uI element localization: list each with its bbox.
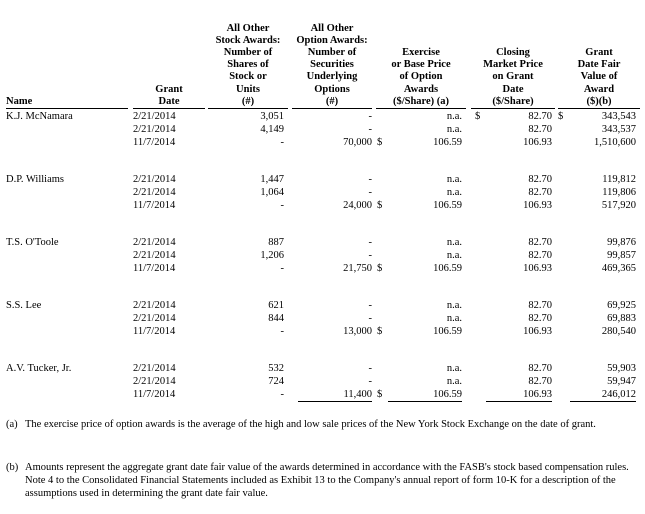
currency-symbol: $: [377, 200, 383, 211]
stock-awards-value: -: [280, 389, 284, 400]
header-line: of Option: [399, 71, 443, 83]
header-line: Units: [236, 83, 260, 95]
closing-price-value: 106.93: [486, 388, 552, 402]
option-awards-value: 21,750: [343, 263, 372, 274]
closing-price-value: 82.70: [528, 300, 552, 311]
grant-date: 2/21/2014: [133, 300, 176, 311]
grant-date: 2/21/2014: [133, 111, 176, 122]
stock-awards-value: -: [280, 200, 284, 211]
grant-date: 2/21/2014: [133, 376, 176, 387]
exercise-price-value: n.a.: [446, 187, 462, 198]
option-awards-value: -: [368, 300, 372, 311]
header-line: Grant: [585, 46, 613, 58]
header-exercise-price: [376, 5, 466, 109]
grant-date: 2/21/2014: [133, 124, 176, 135]
header-line: ($)(b): [586, 95, 612, 107]
header-line: ($/Share) (a): [392, 95, 450, 107]
fair-value-value: 119,812: [602, 174, 636, 185]
grant-date: 2/21/2014: [133, 174, 176, 185]
stock-awards-value: 532: [268, 363, 284, 374]
fair-value-value: 343,543: [601, 111, 636, 122]
header-line: Date: [502, 83, 524, 95]
closing-price-value: 106.93: [523, 200, 552, 211]
header-line: Awards: [403, 83, 439, 95]
fair-value-value: 99,876: [607, 237, 636, 248]
stock-awards-value: 621: [268, 300, 284, 311]
closing-price-value: 82.70: [528, 174, 552, 185]
header-line: Stock or: [229, 71, 267, 83]
header-line: Name: [6, 95, 33, 107]
stock-awards-value: 724: [268, 376, 284, 387]
stock-awards-value: -: [280, 326, 284, 337]
header-line: Shares of: [227, 59, 269, 71]
fair-value-value: 69,925: [607, 300, 636, 311]
closing-price-value: 106.93: [523, 326, 552, 337]
option-awards-value: -: [368, 376, 372, 387]
header-line: on Grant: [492, 71, 534, 83]
currency-symbol: $: [475, 111, 481, 122]
header-line: Market Price: [483, 59, 543, 71]
person-name: S.S. Lee: [6, 300, 42, 311]
header-line: All Other: [310, 22, 354, 34]
header-line: Underlying: [306, 71, 358, 83]
header-line: Grant: [155, 83, 183, 95]
exercise-price-value: n.a.: [446, 174, 462, 185]
fair-value-value: 517,920: [601, 200, 636, 211]
footnote-text: Amounts represent the aggregate grant date fair value of the awards determined in accordance with the FASB's stock based compensation rules. Note 4 to the Consolidated Financial Statements included as Exhibit 13 to the Company's annual report of form 10-K for a description of the assumptions used in determining the grant date fair value.: [25, 462, 629, 499]
header-line: Options: [314, 83, 350, 95]
exercise-price-value: n.a.: [446, 250, 462, 261]
option-awards-value: 11,400: [298, 388, 372, 402]
option-awards-value: -: [368, 237, 372, 248]
grant-date: 2/21/2014: [133, 187, 176, 198]
fair-value-value: 246,012: [570, 388, 636, 402]
exercise-price-value: n.a.: [446, 313, 462, 324]
header-line: Option Awards:: [296, 34, 368, 46]
stock-awards-value: 1,447: [260, 174, 284, 185]
header-line: Exercise: [402, 46, 440, 58]
closing-price-value: 82.70: [528, 187, 552, 198]
fair-value-value: 280,540: [601, 326, 636, 337]
header-line: Date: [158, 95, 180, 107]
header-grant-date: [133, 5, 205, 109]
exercise-price-value: n.a.: [446, 363, 462, 374]
stock-awards-value: -: [280, 137, 284, 148]
exercise-price-value: 106.59: [433, 326, 462, 337]
header-line: Award: [583, 83, 615, 95]
exercise-price-value: 106.59: [433, 137, 462, 148]
header-closing-price: [471, 5, 555, 109]
stock-awards-value: 4,149: [260, 124, 284, 135]
stock-awards-value: 1,064: [260, 187, 284, 198]
fair-value-value: 119,806: [602, 187, 636, 198]
header-line: or Base Price: [391, 59, 451, 71]
fair-value-value: 1,510,600: [594, 137, 636, 148]
option-awards-value: -: [368, 250, 372, 261]
closing-price-value: 82.70: [528, 111, 552, 122]
header-line: Number of: [307, 46, 357, 58]
exercise-price-value: 106.59: [433, 263, 462, 274]
exercise-price-value: 106.59: [433, 200, 462, 211]
grant-date: 11/7/2014: [133, 137, 176, 148]
grant-date: 2/21/2014: [133, 313, 176, 324]
grant-date: 2/21/2014: [133, 250, 176, 261]
person-name: A.V. Tucker, Jr.: [6, 363, 72, 374]
option-awards-value: -: [368, 124, 372, 135]
option-awards-value: -: [368, 313, 372, 324]
closing-price-value: 82.70: [528, 363, 552, 374]
grant-date: 11/7/2014: [133, 326, 176, 337]
exercise-price-value: n.a.: [446, 111, 462, 122]
header-line: Value of: [580, 71, 618, 83]
option-awards-value: 24,000: [343, 200, 372, 211]
footnote-a: [6, 418, 636, 431]
header-line: Stock Awards:: [215, 34, 281, 46]
fair-value-value: 59,947: [607, 376, 636, 387]
person-name: K.J. McNamara: [6, 111, 73, 122]
option-awards-value: -: [368, 363, 372, 374]
closing-price-value: 82.70: [528, 124, 552, 135]
header-stock-awards: [208, 5, 288, 109]
closing-price-value: 82.70: [528, 237, 552, 248]
option-awards-value: -: [368, 111, 372, 122]
footnote-label: (b): [6, 462, 19, 473]
closing-price-value: 106.93: [523, 137, 552, 148]
header-line: Securities: [310, 59, 354, 71]
footnote-b: [6, 461, 636, 500]
fair-value-value: 99,857: [607, 250, 636, 261]
closing-price-value: 106.93: [523, 263, 552, 274]
fair-value-value: 343,537: [601, 124, 636, 135]
header-fair-value: [558, 5, 640, 109]
closing-price-value: 82.70: [528, 313, 552, 324]
fair-value-value: 469,365: [601, 263, 636, 274]
currency-symbol: $: [377, 326, 383, 337]
person-name: T.S. O'Toole: [6, 237, 59, 248]
stock-awards-value: 3,051: [260, 111, 284, 122]
header-line: Number of: [223, 46, 273, 58]
option-awards-value: 13,000: [343, 326, 372, 337]
header-name: [6, 5, 128, 109]
grant-date: 2/21/2014: [133, 363, 176, 374]
grant-date: 11/7/2014: [133, 200, 176, 211]
exercise-price-value: n.a.: [446, 124, 462, 135]
exercise-price-value: n.a.: [446, 376, 462, 387]
currency-symbol: $: [377, 389, 383, 400]
stock-awards-value: 844: [268, 313, 284, 324]
grant-date: 11/7/2014: [133, 263, 176, 274]
stock-awards-value: 887: [268, 237, 284, 248]
currency-symbol: $: [558, 111, 564, 122]
closing-price-value: 82.70: [528, 376, 552, 387]
header-line: Date Fair: [577, 59, 621, 71]
header-line: (#): [325, 95, 339, 107]
header-line: (#): [241, 95, 255, 107]
option-awards-value: 70,000: [343, 137, 372, 148]
option-awards-value: -: [368, 174, 372, 185]
header-line: All Other: [226, 22, 270, 34]
stock-awards-value: 1,206: [260, 250, 284, 261]
option-awards-value: -: [368, 187, 372, 198]
currency-symbol: $: [377, 263, 383, 274]
fair-value-value: 59,903: [607, 363, 636, 374]
exercise-price-value: n.a.: [446, 300, 462, 311]
currency-symbol: $: [377, 137, 383, 148]
closing-price-value: 82.70: [528, 250, 552, 261]
grant-date: 11/7/2014: [133, 389, 176, 400]
exercise-price-value: 106.59: [388, 388, 462, 402]
header-option-awards: [292, 5, 372, 109]
exercise-price-value: n.a.: [446, 237, 462, 248]
person-name: D.P. Williams: [6, 174, 65, 185]
fair-value-value: 69,883: [607, 313, 636, 324]
footnote-label: (a): [6, 419, 18, 430]
header-line: Closing: [496, 46, 530, 58]
header-line: ($/Share): [492, 95, 534, 107]
footnote-text: The exercise price of option awards is the average of the high and low sale prices of the New York Stock Exchange on the date of grant.: [25, 419, 596, 430]
grant-date: 2/21/2014: [133, 237, 176, 248]
stock-awards-value: -: [280, 263, 284, 274]
